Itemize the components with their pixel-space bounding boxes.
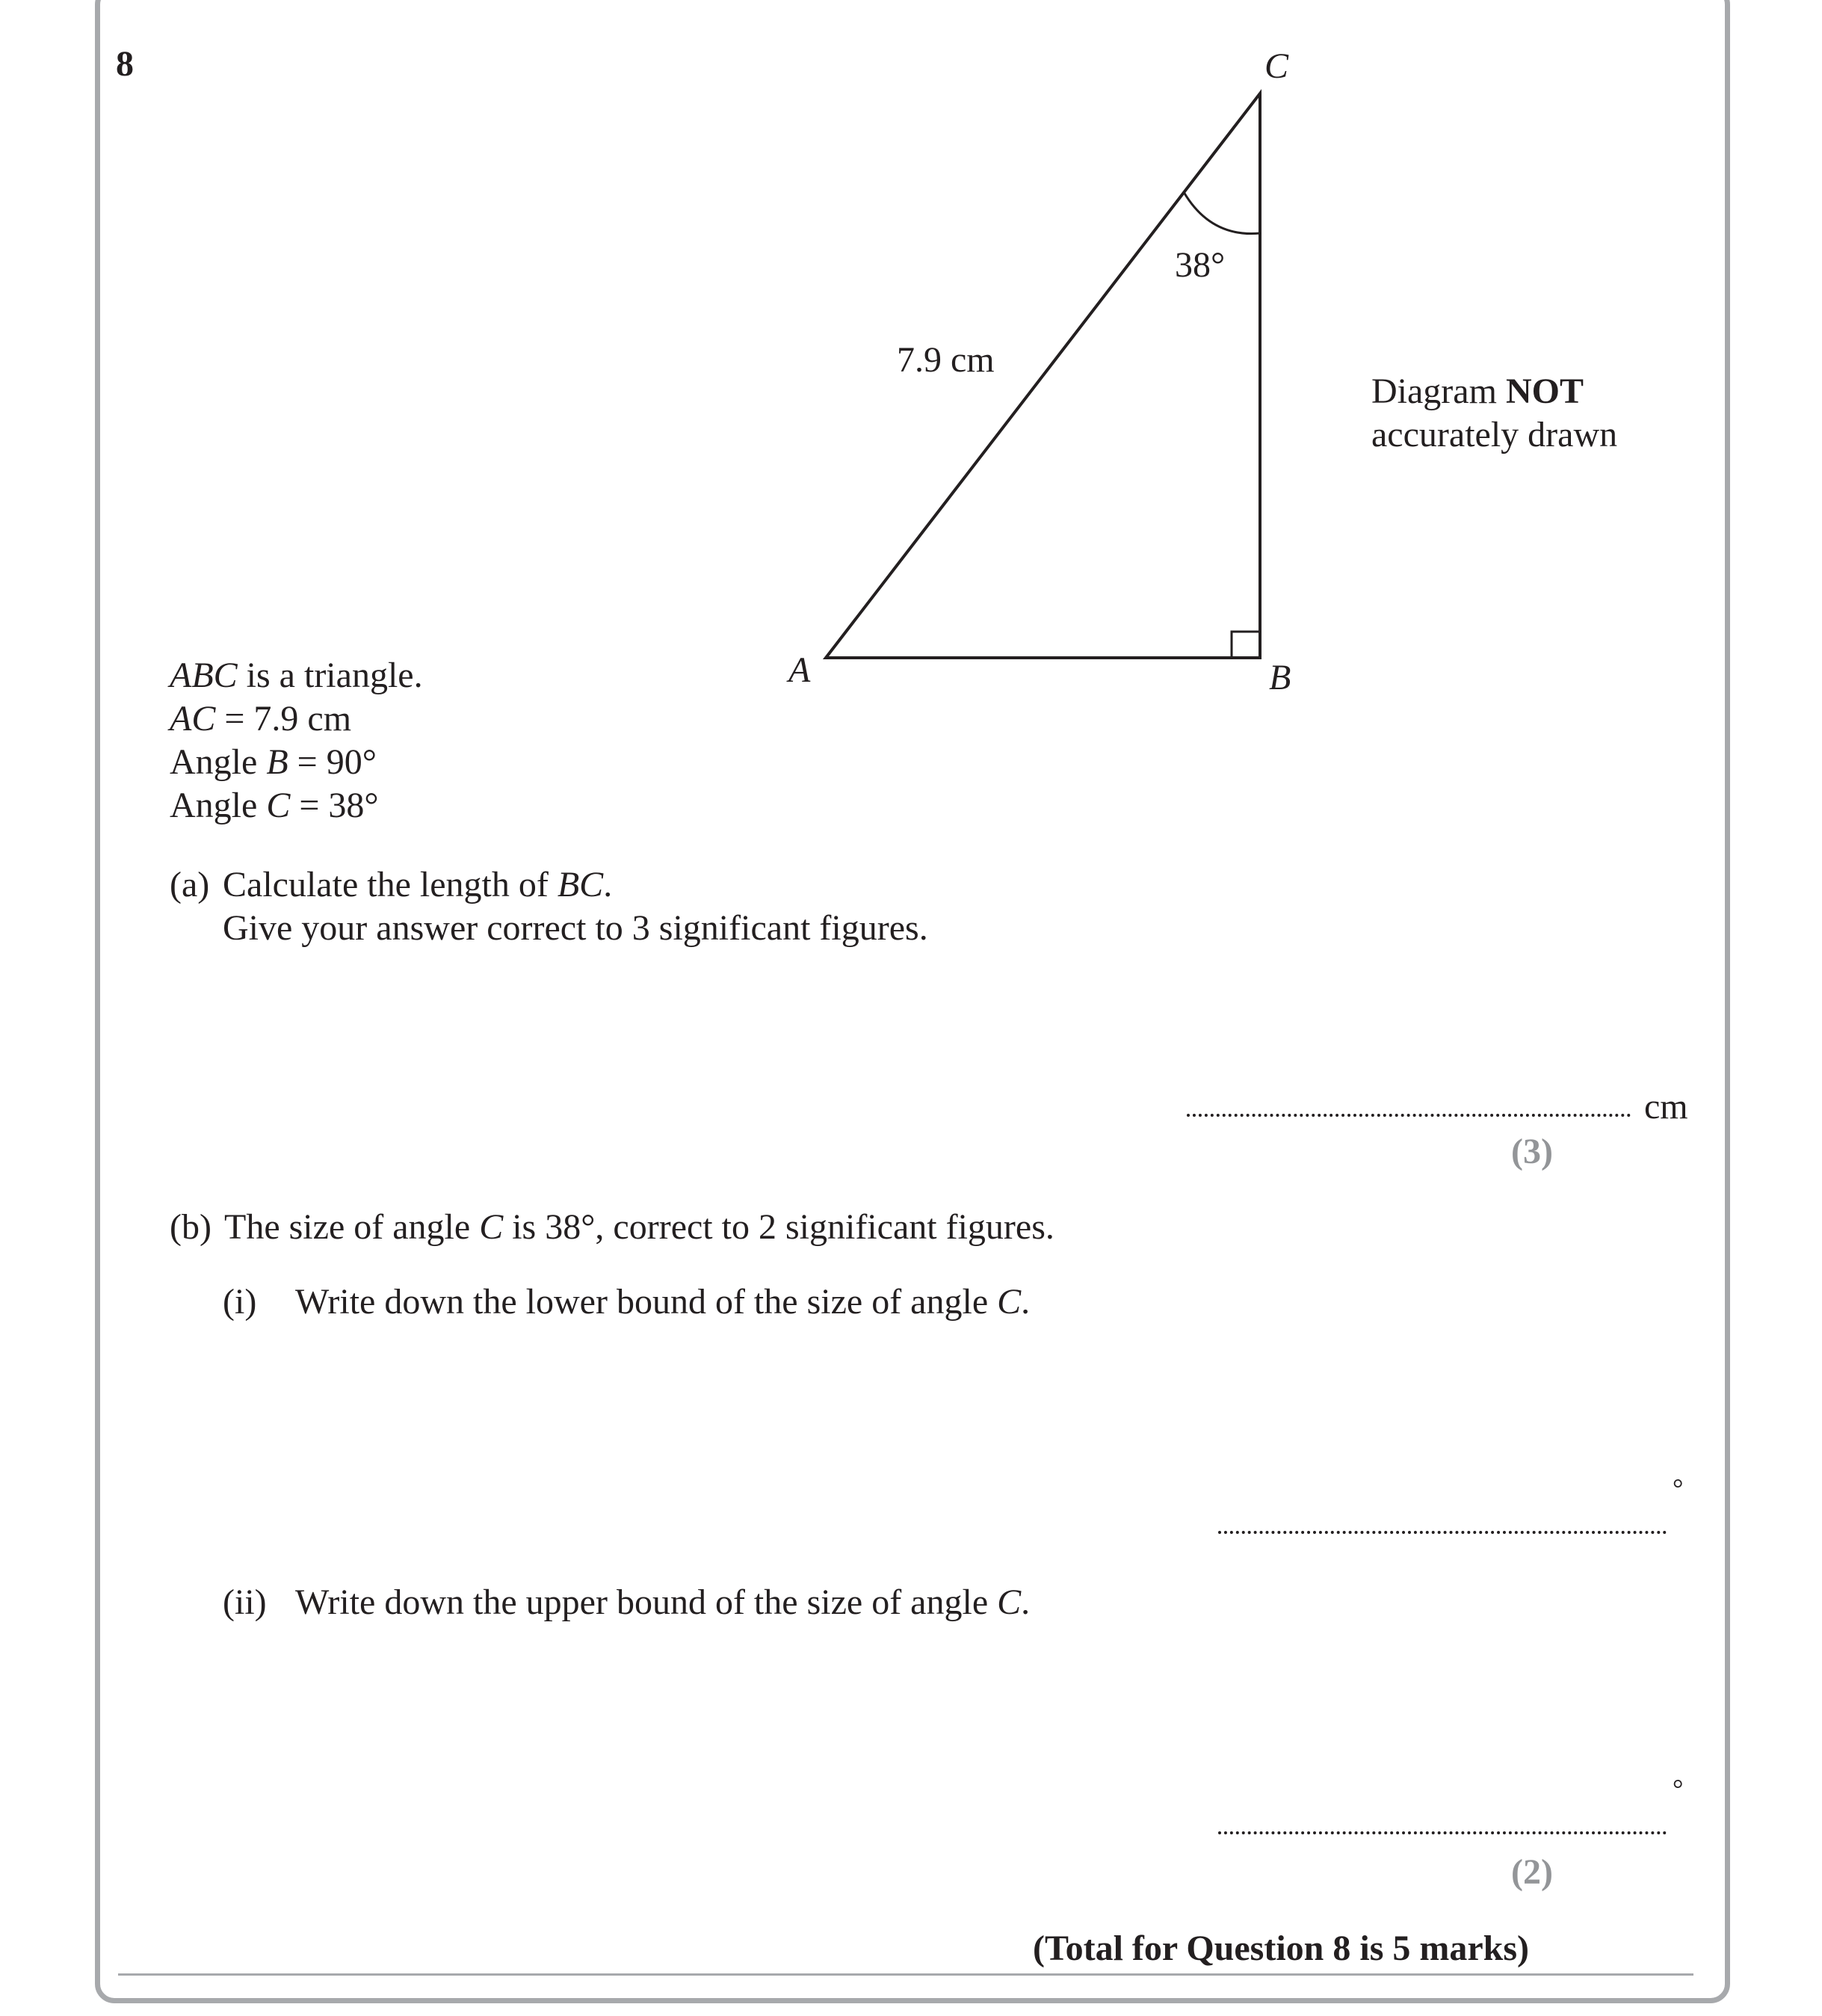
part-b-i-answer-line[interactable] <box>1218 1531 1667 1534</box>
question-number: 8 <box>116 44 134 84</box>
part-b-ii-answer-line[interactable] <box>1218 1831 1667 1834</box>
part-b-label: (b) <box>170 1207 211 1247</box>
part-a-instruction: Give your answer correct to 3 significant figures. <box>223 908 928 948</box>
part-b-ii-degree-unit: ° <box>1673 1774 1684 1804</box>
given-line-3: Angle B = 90° <box>170 742 377 782</box>
given-information <box>170 654 423 827</box>
side-length-label: 7.9 cm <box>897 340 995 380</box>
triangle-abc <box>826 93 1260 658</box>
part-b-ii-label: (ii) <box>223 1582 267 1622</box>
angle-c-arc <box>1184 192 1260 234</box>
part-b-marks: (2) <box>1511 1852 1553 1892</box>
part-b-i-degree-unit: ° <box>1673 1473 1684 1503</box>
question-total: (Total for Question 8 is 5 marks) <box>1033 1929 1530 1968</box>
right-angle-marker <box>1232 632 1260 658</box>
part-a-question: Calculate the length of BC. <box>223 865 613 904</box>
part-b-i-label: (i) <box>223 1282 257 1322</box>
vertex-label-c: C <box>1264 46 1289 86</box>
part-b-i-question: Write down the lower bound of the size of angle C. <box>295 1282 1031 1322</box>
given-line-4: Angle C = 38° <box>170 786 379 825</box>
part-b-question: The size of angle C is 38°, correct to 2 significant figures. <box>224 1207 1054 1247</box>
diagram-note: Diagram NOT accurately drawn <box>1371 372 1618 454</box>
given-line-1: ABC is a triangle. <box>170 656 423 695</box>
part-a-unit: cm <box>1644 1087 1688 1126</box>
angle-label: 38° <box>1175 245 1226 285</box>
vertex-label-b: B <box>1269 658 1291 697</box>
bottom-rule <box>118 1973 1693 1976</box>
part-a-marks: (3) <box>1511 1132 1553 1171</box>
part-a-label: (a) <box>170 865 210 904</box>
given-line-2: AC = 7.9 cm <box>170 699 352 739</box>
vertex-label-a: A <box>788 650 811 690</box>
part-a-answer-line[interactable] <box>1187 1114 1631 1117</box>
part-b-ii-question: Write down the upper bound of the size of angle C. <box>295 1582 1031 1622</box>
